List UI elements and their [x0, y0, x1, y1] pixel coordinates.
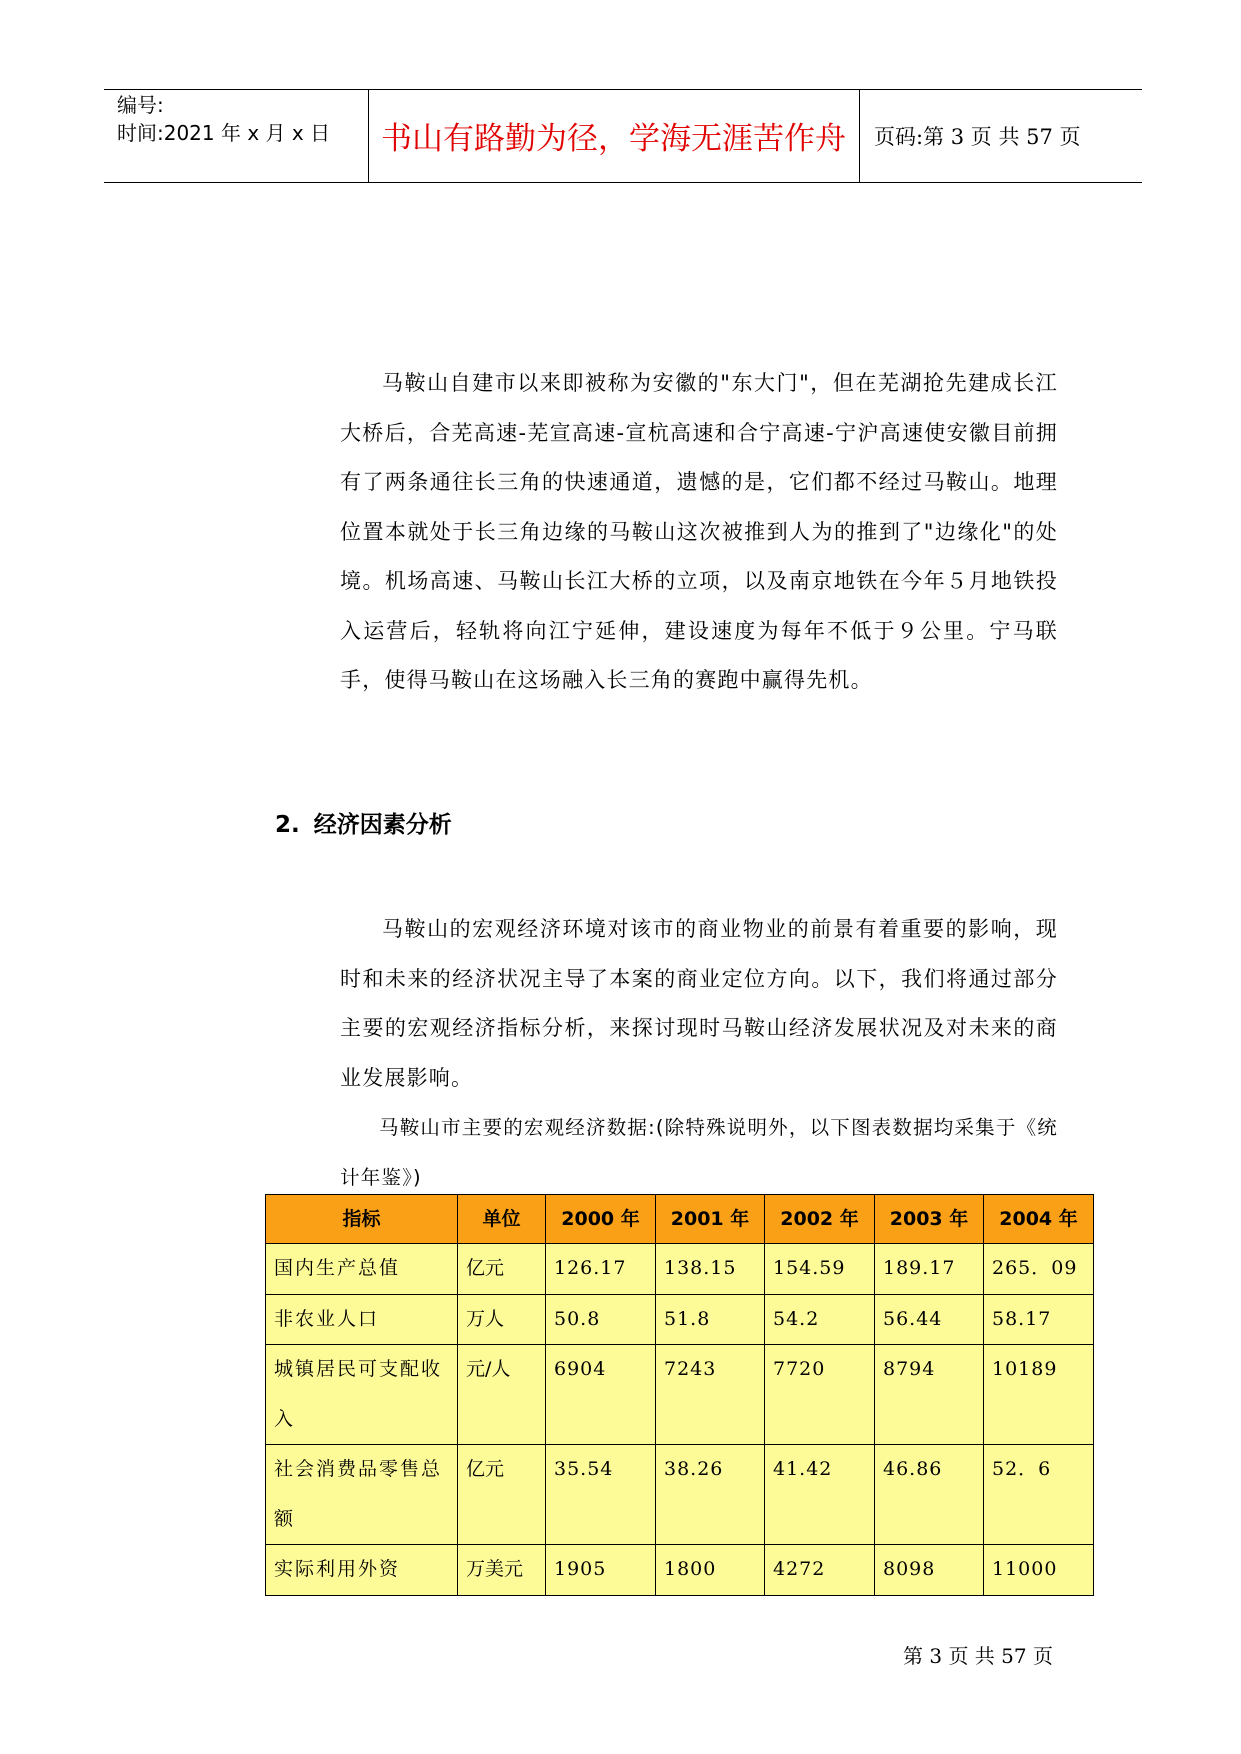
table-cell-value: 154.59: [765, 1244, 875, 1295]
economic-data-table: [265, 1194, 1094, 1596]
paragraph-data-intro: 马鞍山市主要的宏观经济数据:(除特殊说明外，以下图表数据均采集于《统计年鉴》): [340, 1116, 1058, 1189]
section-number: 2.: [275, 812, 300, 838]
table-cell-value: 8098: [875, 1545, 984, 1596]
table-cell-value: 54.2: [765, 1294, 875, 1345]
table-header-cell: 单位: [458, 1195, 546, 1244]
table-cell-indicator: 城镇居民可支配收入: [266, 1345, 458, 1445]
table-cell-value: 126.17: [546, 1244, 656, 1295]
table-cell-indicator: 国内生产总值: [266, 1244, 458, 1295]
table-cell-value: 46.86: [875, 1445, 984, 1545]
paragraph-economy: 马鞍山的宏观经济环境对该市的商业物业的前景有着重要的影响，现时和未来的经济状况主导了本案的商业定位方向。以下，我们将通过部分主要的宏观经济指标分析，来探讨现时马鞍山经济发展状况及对未来的商业发展影响。: [340, 917, 1058, 1090]
table-header-cell: 2001 年: [656, 1195, 765, 1244]
header-motto: 书山有路勤为径，学海无涯苦作舟: [381, 121, 846, 157]
table-header-cell: 2000 年: [546, 1195, 656, 1244]
table-header-cell: 2002 年: [765, 1195, 875, 1244]
table-row: [266, 1445, 1094, 1545]
paragraph-location: 马鞍山自建市以来即被称为安徽的"东大门"，但在芜湖抢先建成长江大桥后，合芜高速-芜宣高速-宣杭高速和合宁高速-宁沪高速使安徽目前拥有了两条通往长三角的快速通道，遗憾的是，它们都不经过马鞍山。地理位置本就处于长三角边缘的马鞍山这次被推到人为的推到了"边缘化"的处境。机场高速、马鞍山长江大桥的立项，以及南京地铁在今年５月地铁投入运营后，轻轨将向江宁延伸，建设速度为每年不低于９公里。宁马联手，使得马鞍山在这场融入长三角的赛跑中赢得先机。: [340, 371, 1058, 692]
table-cell-value: 1905: [546, 1545, 656, 1596]
table-cell-value: 4272: [765, 1545, 875, 1596]
table-cell-value: 7720: [765, 1345, 875, 1445]
table-cell-value: 8794: [875, 1345, 984, 1445]
table-row: [266, 1294, 1094, 1345]
table-cell-unit: 亿元: [458, 1445, 546, 1545]
section-title: 经济因素分析: [313, 812, 452, 838]
header-divider-right: [859, 89, 860, 182]
header-rule-bottom: [104, 182, 1142, 183]
table-cell-unit: 元/人: [458, 1345, 546, 1445]
table-header-row: [266, 1195, 1094, 1244]
table-cell-indicator: 非农业人口: [266, 1294, 458, 1345]
table-cell-value: 6904: [546, 1345, 656, 1445]
table-cell-value: 38.26: [656, 1445, 765, 1545]
table-cell-value: 52．6: [984, 1445, 1094, 1545]
table-cell-value: 56.44: [875, 1294, 984, 1345]
table-header-cell: 指标: [266, 1195, 458, 1244]
table-cell-value: 7243: [656, 1345, 765, 1445]
table-cell-value: 10189: [984, 1345, 1094, 1445]
footer-page-number: 第 3 页 共 57 页: [903, 1644, 1053, 1668]
table-cell-value: 138.15: [656, 1244, 765, 1295]
table-cell-value: 1800: [656, 1545, 765, 1596]
section-heading: [275, 806, 452, 839]
table-header-cell: 2003 年: [875, 1195, 984, 1244]
table-row: [266, 1244, 1094, 1295]
table-cell-indicator: 社会消费品零售总额: [266, 1445, 458, 1545]
table-cell-value: 58.17: [984, 1294, 1094, 1345]
header-time-label: 时间:2021 年 x 月 x 日: [117, 121, 331, 145]
table-cell-unit: 万人: [458, 1294, 546, 1345]
table-cell-unit: 亿元: [458, 1244, 546, 1295]
table-row: [266, 1345, 1094, 1445]
table-header-cell: 2004 年: [984, 1195, 1094, 1244]
table-cell-value: 189.17: [875, 1244, 984, 1295]
table-cell-value: 41.42: [765, 1445, 875, 1545]
table-cell-value: 35.54: [546, 1445, 656, 1545]
table-cell-value: 11000: [984, 1545, 1094, 1596]
table-cell-unit: 万美元: [458, 1545, 546, 1596]
header-page-label: 页码:第 3 页 共 57 页: [874, 125, 1081, 149]
table-cell-value: 51.8: [656, 1294, 765, 1345]
table-cell-value: 265．09: [984, 1244, 1094, 1295]
table-cell-value: 50.8: [546, 1294, 656, 1345]
table-cell-indicator: 实际利用外资: [266, 1545, 458, 1596]
table-row: [266, 1545, 1094, 1596]
header-number-label: 编号:: [117, 93, 164, 117]
